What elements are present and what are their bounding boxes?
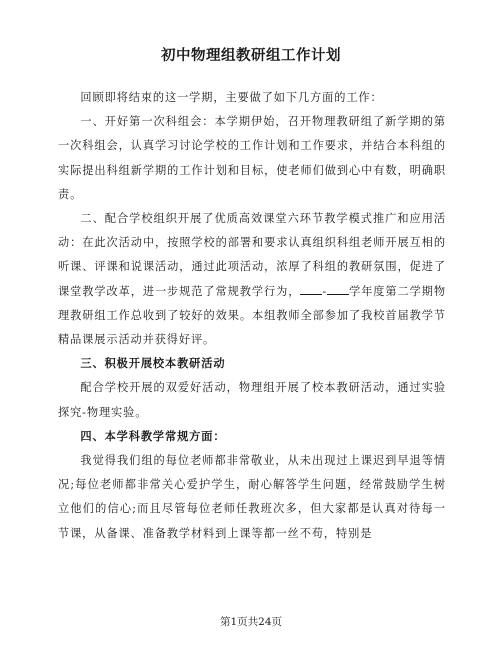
paragraph-section-1: 一、开好第一次科组会：本学期伊始，召开物理教研组了新学期的第一次科组会，认真学习讨论学校的工作计划和工作要求，并结合本科组的实际提出科组新学期的工作计划和目标，使老师们做到心中有数，明确职责。 (58, 115, 446, 201)
blank-underline (327, 282, 349, 295)
heading-section-4: 四、本学科教学常规方面： (80, 429, 226, 443)
paragraph-section-4: 我觉得我们组的每位老师都非常敬业，从未出现过上课迟到早退等情况;每位老师都非常关心爱护学生，耐心解答学生问题，经常鼓励学生树立他们的信心;而且尽管每位老师任教班次多，但大家都是认真对待每一节课，从备课、准备教学材料到上课等都一丝不苟，特别是 (58, 454, 446, 540)
paragraph-section-3: 配合学校开展的双爱好活动，物理组开展了校本教研活动，通过实验探究-物理实验。 (58, 381, 446, 419)
document-title: 初中物理组教研组工作计划 (161, 47, 341, 64)
blank-underline (300, 282, 322, 295)
document-body (58, 86, 446, 546)
paragraph-section-2-part-b: 学年度第二学期物理教研组工作总收到了较好的效果。本组教师全部参加了我校首届教学节精品课展示活动并获得好评。 (58, 284, 446, 347)
blank-dash: - (322, 284, 328, 298)
heading-section-3: 三、积极开展校本教研活动 (80, 357, 226, 371)
paragraph-intro: 回顾即将结束的这一学期，主要做了如下几方面的工作： (80, 91, 383, 104)
paragraph-section-2 (58, 207, 446, 352)
page-number-footer: 第1页共24页 (219, 616, 283, 628)
paragraph-section-2-part-a: 二、配合学校组织开展了优质高效课堂六环节教学模式推广和应用活动：在此次活动中，按照学校的部署和要求认真组织科组老师开展互相的听课、评课和说课活动，通过此项活动，浓厚了科组的教研氛围，促进了课堂教学改革，进一步规范了常规教学行为， (58, 212, 446, 298)
